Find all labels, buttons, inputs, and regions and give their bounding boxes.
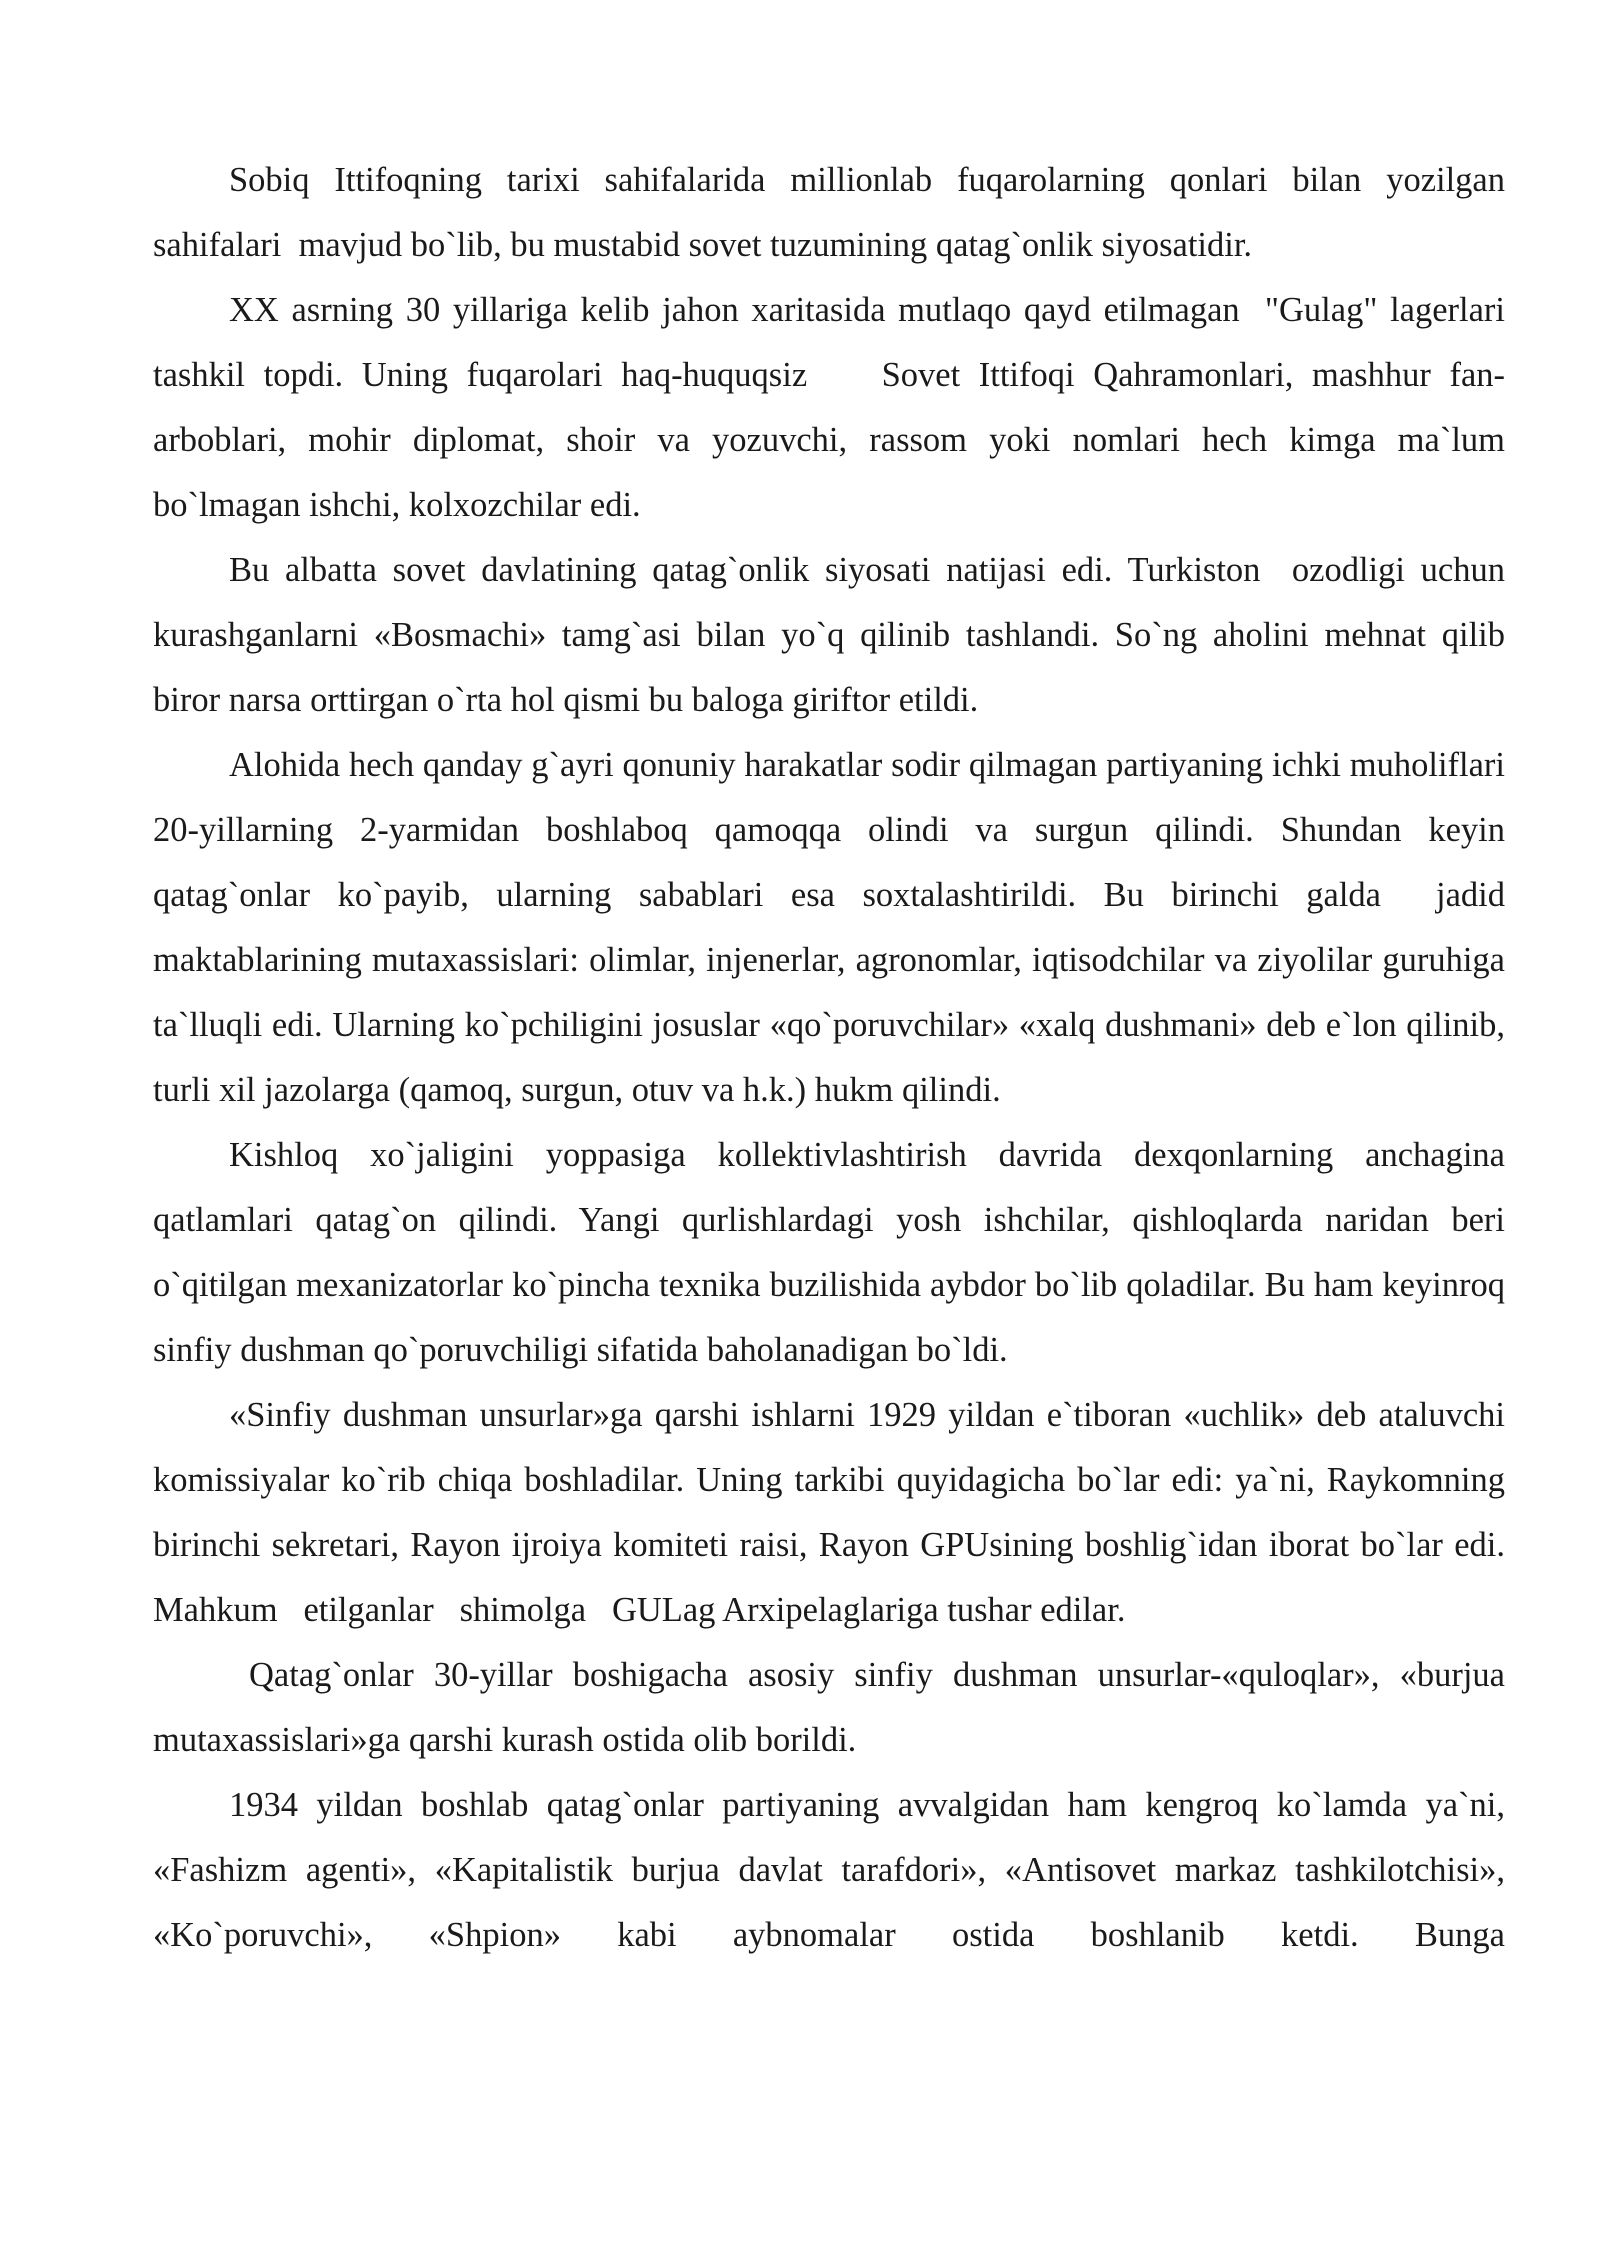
- paragraph-4: Alohida hech qanday g`ayri qonuniy harakatlar sodir qilmagan partiyaning ichki muholiflari 20-yillarning 2-yarmidan boshlaboq qamoqqa olindi va surgun qilindi. Shundan keyin qatag`onlar ko`payib, ularning sabablari esa soxtalashtirildi. Bu birinchi galda jadid maktablarining mutaxassislari: olimlar, injenerlar, agronomlar, iqtisodchilar va ziyolilar guruhiga ta`lluqli edi. Ularning ko`pchiligini josuslar «qo`poruvchilar» «xalq dushmani» deb e`lon qilinib, turli xil jazolarga (qamoq, surgun, otuv va h.k.) hukm qilindi.: [153, 746, 1514, 1109]
- document-body: [153, 148, 1514, 1968]
- paragraph-7: Qatag`onlar 30-yillar boshigacha asosiy sinfiy dushman unsurlar-«quloqlar», «burjua mutaxassislari»ga qarshi kurash ostida olib borildi.: [153, 1656, 1514, 1759]
- paragraph-5: Kishloq xo`jaligini yoppasiga kollektivlashtirish davrida dexqonlarning anchagina qatlamlari qatag`on qilindi. Yangi qurlishlardagi yosh ishchilar, qishloqlarda naridan beri o`qitilgan mexanizatorlar ko`pincha texnika buzilishida aybdor bo`lib qoladilar. Bu ham keyinroq sinfiy dushman qo`poruvchiligi sifatida baholanadigan bo`ldi.: [153, 1136, 1514, 1369]
- paragraph-3: Bu albatta sovet davlatining qatag`onlik siyosati natijasi edi. Turkiston ozodligi uchun kurashganlarni «Bosmachi» tamg`asi bilan yo`q qilinib tashlandi. So`ng aholini mehnat qilib biror narsa orttirgan o`rta hol qismi bu baloga giriftor etildi.: [153, 551, 1514, 719]
- paragraph-1: Sobiq Ittifoqning tarixi sahifalarida millionlab fuqarolarning qonlari bilan yozilgan sahifalari mavjud bo`lib, bu mustabid sovet tuzumining qatag`onlik siyosatidir.: [153, 161, 1514, 264]
- paragraph-6: «Sinfiy dushman unsurlar»ga qarshi ishlarni 1929 yildan e`tiboran «uchlik» deb ataluvchi komissiyalar ko`rib chiqa boshladilar. Uning tarkibi quyidagicha bo`lar edi: ya`ni, Raykomning birinchi sekretari, Rayon ijroiya komiteti raisi, Rayon GPUsining boshlig`idan iborat bo`lar edi. Mahkum etilganlar shimolga GULag Arxipelaglariga tushar edilar.: [153, 1396, 1514, 1629]
- paragraph-2: XX asrning 30 yillariga kelib jahon xaritasida mutlaqo qayd etilmagan "Gulag" lagerlari tashkil topdi. Uning fuqarolari haq-huquqsiz Sovet Ittifoqi Qahramonlari, mashhur fan-arboblari, mohir diplomat, shoir va yozuvchi, rassom yoki nomlari hech kimga ma`lum bo`lmagan ishchi, kolxozchilar edi.: [153, 291, 1514, 524]
- paragraph-8: 1934 yildan boshlab qatag`onlar partiyaning avvalgidan ham kengroq ko`lamda ya`ni, «Fashizm agenti», «Kapitalistik burjua davlat tarafdori», «Antisovet markaz tashkilotchisi», «Ko`poruvchi», «Shpion» kabi aybnomalar ostida boshlanib ketdi. Bunga: [153, 1786, 1514, 1954]
